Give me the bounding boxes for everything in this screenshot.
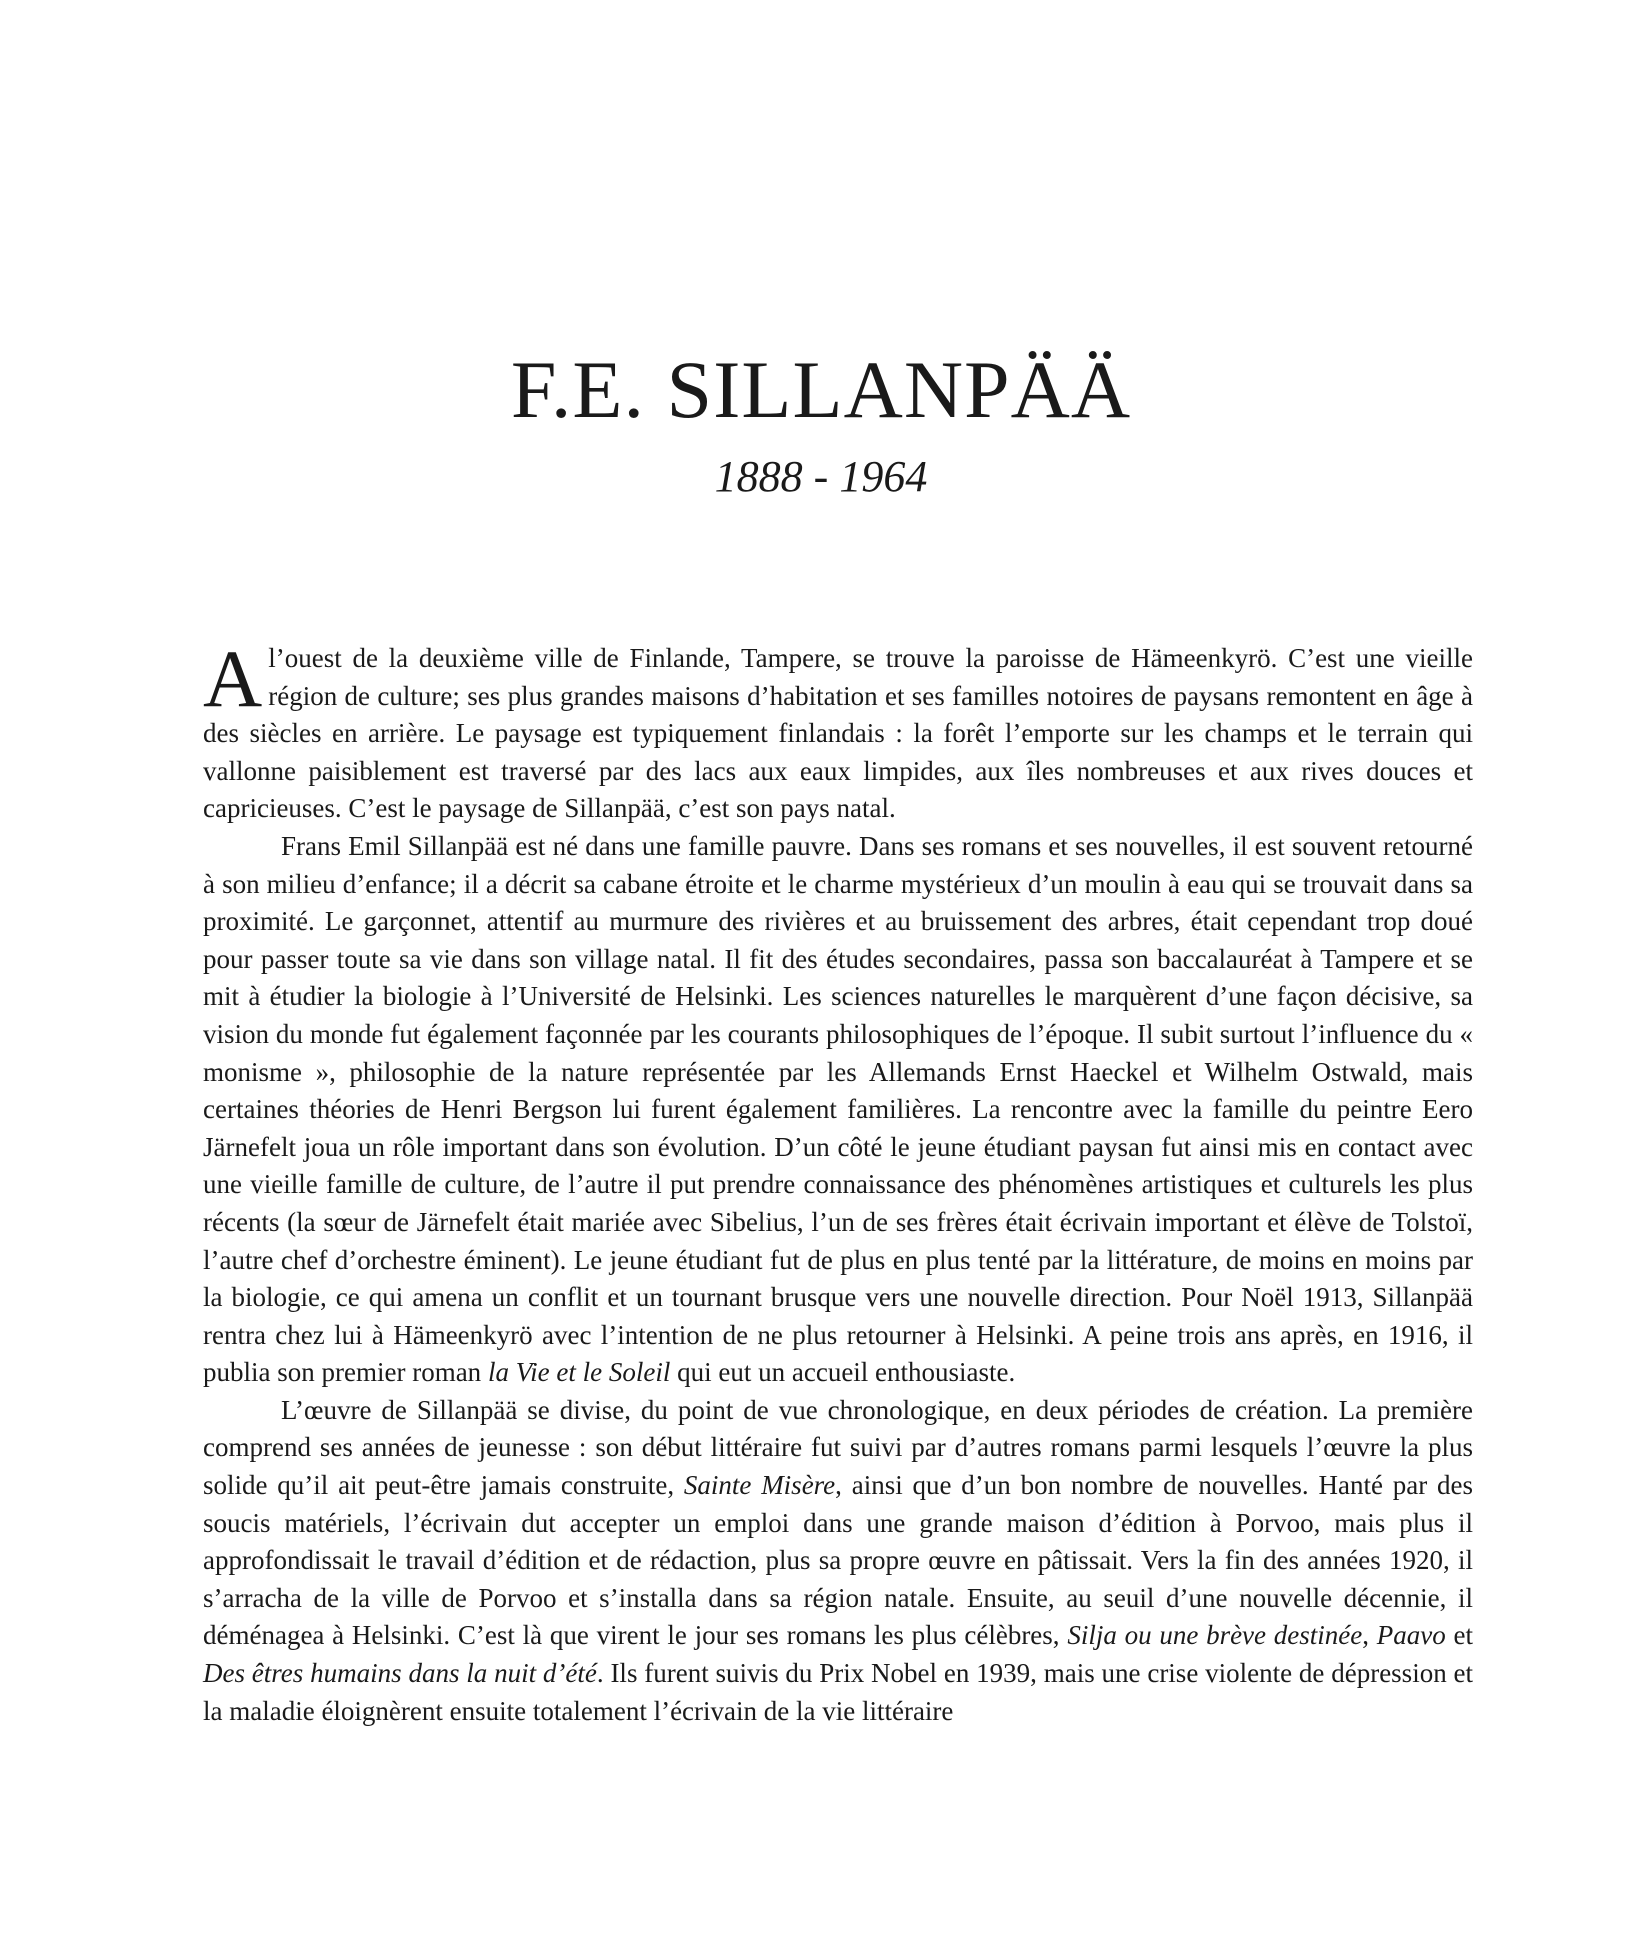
book-title-vie-et-soleil: la Vie et le Soleil — [487, 1357, 671, 1388]
article-body — [203, 633, 1473, 1730]
paragraph-2-text-a: Frans Emil Sillanpää est né dans une famille pauvre. Dans ses romans et ses nouvelles, il est souvent retourné à son milieu d’enfance; il a décrit sa cabane étroite et le charme mystérieux d’un moulin à eau qui se trouvait dans sa proximité. Le garçonnet, attentif au murmure des rivières et au bruissement des arbres, était cependant trop doué pour passer toute sa vie dans son village natal. Il fit des études secondaires, passa son baccalauréat à Tampere et se mit à étudier la biologie à l’Université de Helsinki. Les sciences naturelles le marquèrent d’une façon décisive, sa vision du monde fut également façonnée par les courants philosophiques de l’époque. Il subit surtout l’influence du « monisme », philosophie de la nature représentée par les Allemands Ernst Haeckel et Wilhelm Ostwald, mais certaines théories de Henri Bergson lui furent également familières. La rencontre avec la famille du peintre Eero Järnefelt joua un rôle important dans son évolution. D’un côté le jeune étudiant paysan fut ainsi mis en contact avec une vieille famille de culture, de l’autre il put prendre connaissance des phénomènes artistiques et culturels les plus récents (la sœur de Järnefelt était mariée avec Sibelius, l’un de ses frères était écrivain important et élève de Tolstoï, l’autre chef d’orchestre éminent). Le jeune étudiant fut de plus en plus tenté par la littérature, de moins en moins par la biologie, ce qui amena un conflit et un tournant brusque vers une nouvelle direction. Pour Noël 1913, Sillanpää rentra chez lui à Hämeenkyrö avec l’intention de ne plus retourner à Helsinki. A peine trois ans après, en 1916, il publia son premier roman — [203, 830, 1473, 1388]
paragraph-3-text-a: L’œuvre de Sillanpää se divise, du point de vue chronologique, en deux périodes de création. La première comprend ses années de jeunesse : son début littéraire fut suivi par d’autres romans parmi lesquels l’œuvre la plus solide qu’il ait peut-être jamais construite, — [203, 1394, 1473, 1501]
life-dates: 1888 - 1964 — [714, 452, 928, 501]
paragraph-3-text-b: , ainsi que d’un bon nombre de nouvelles. Hanté par des soucis matériels, l’écrivain dut accepter un emploi dans une grande maison d’édition à Porvoo, mais plus il approfondissait le travail d’édition et de rédaction, plus sa propre œuvre en pâtissait. Vers la fin des années 1920, il s’arracha de la ville de Porvoo et s’installa dans sa région natale. Ensuite, au seuil d’une nouvelle décennie, il déménagea à Helsinki. C’est là que virent le jour ses romans les plus célèbres, — [203, 1470, 1473, 1651]
book-title-nuit-d-ete: Des êtres humains dans la nuit d’été — [203, 1658, 597, 1689]
book-title-sainte-misere: Sainte Misère — [683, 1470, 836, 1501]
paragraph-3-text-e: . Ils furent suivis du Prix Nobel en 1939, mais une crise violente de dépression et la maladie éloignèrent ensuite totalement l’écrivain de la vie littéraire — [203, 1658, 1473, 1726]
paragraph-3-text-d: et — [1445, 1620, 1473, 1651]
paragraph-2-text-b: qui eut un accueil enthousiaste. — [670, 1357, 1016, 1388]
paragraph-3 — [203, 1392, 1473, 1730]
paragraph-2 — [203, 828, 1473, 1392]
paragraph-1 — [203, 633, 1473, 828]
drop-cap: A — [203, 633, 263, 724]
paragraph-3-text-c: , — [1362, 1620, 1377, 1651]
paragraph-1-text: l’ouest de la deuxième ville de Finlande, Tampere, se trouve la paroisse de Hämeenkyrö. C’est une vieille région de culture; ses plus grandes maisons d’habitation et ses familles notoires de paysans remontent en âge à des siècles en arrière. Le paysage est typiquement finlandais : la forêt l’emporte sur les champs et le terrain qui vallonne paisiblement est traversé par des lacs aux eaux limpides, aux îles nombreuses et aux rives douces et capricieuses. C’est le paysage de Sillanpää, c’est son pays natal. — [203, 643, 1473, 824]
book-title-silja: Silja ou une brève destinée — [1067, 1620, 1363, 1651]
book-title-paavo: Paavo — [1376, 1620, 1446, 1651]
page-title: F.E. SILLANPÄÄ — [510, 344, 1132, 435]
